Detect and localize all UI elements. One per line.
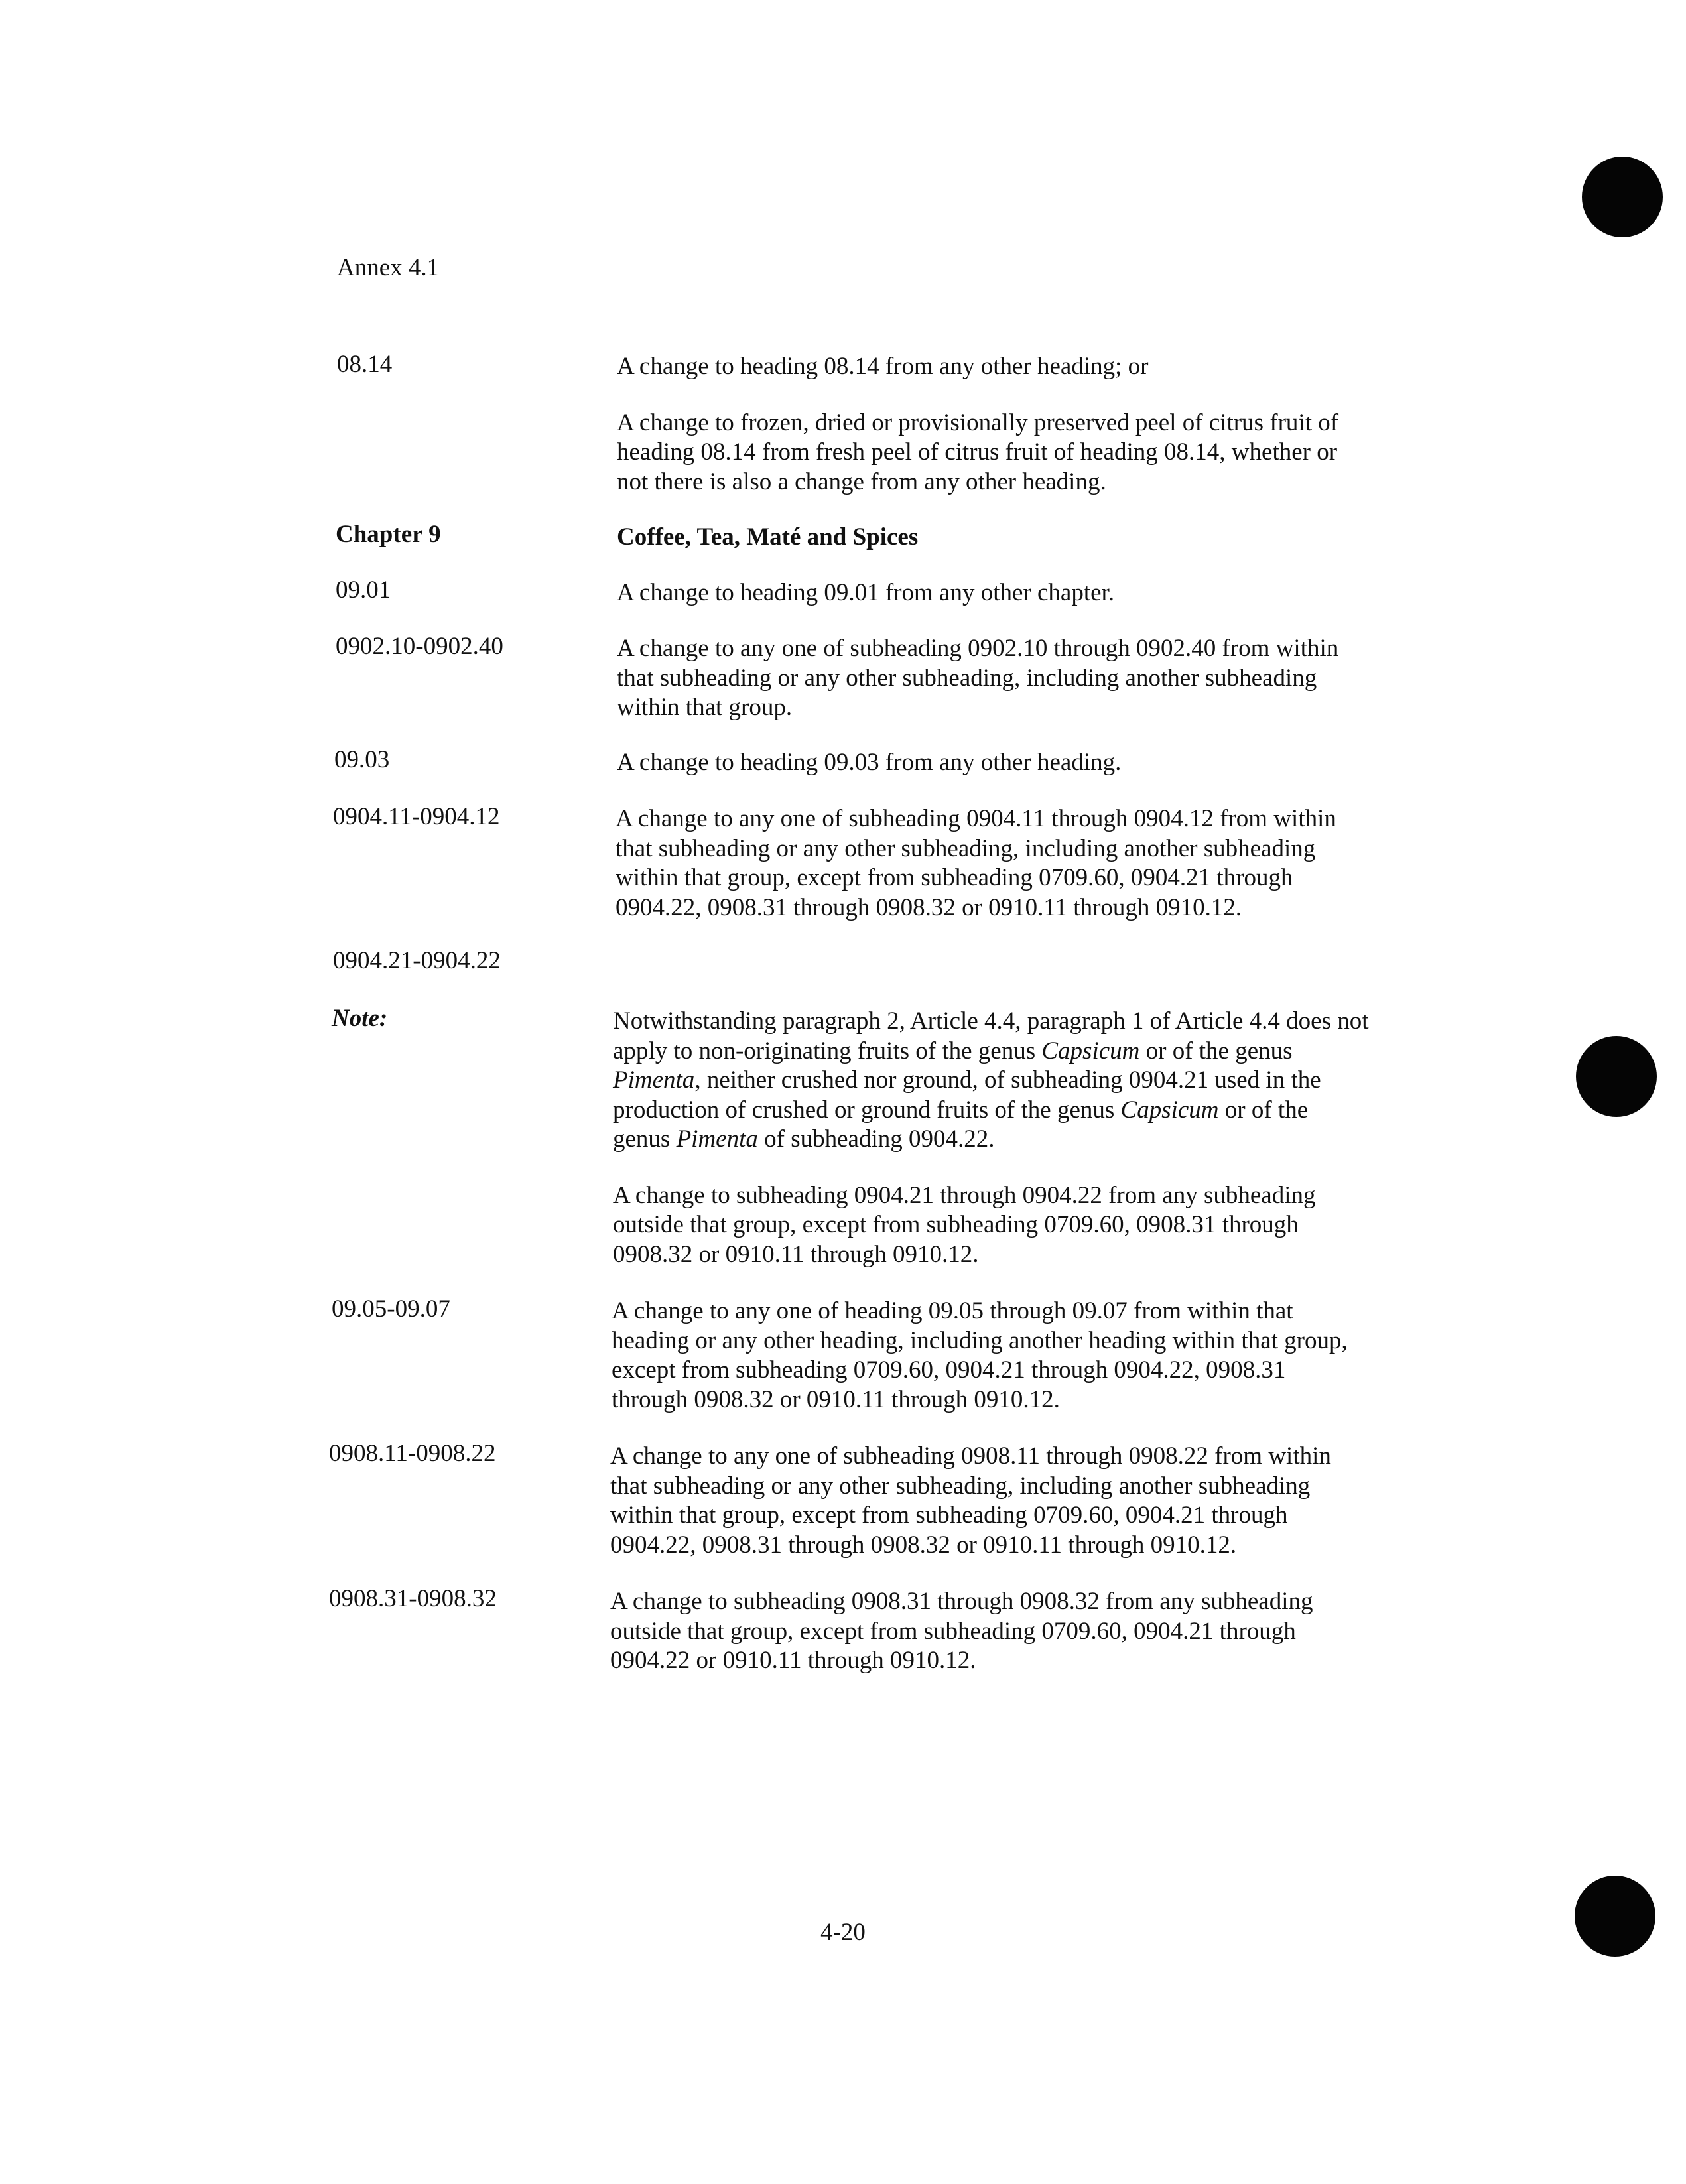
entry-code: 09.01 bbox=[336, 576, 391, 604]
rule-text: A change to any one of heading 09.05 through 09.07 from within that heading or any other heading, including another heading within that group, except from subheading 0709.60, 0904.21 through 0904.22, 0908.31 through 0908.32 or 0910.11 through 0910.12. bbox=[612, 1297, 1348, 1413]
rule-text: A change to heading 08.14 from any other heading; or bbox=[617, 353, 1149, 380]
rule-text: A change to any one of subheading 0902.10 through 0902.40 from within that subheading or any other subheading, including another subheading within that group. bbox=[617, 635, 1339, 721]
entry-rule bbox=[610, 1442, 1366, 1560]
entry-code: 0902.10-0902.40 bbox=[336, 633, 503, 660]
entry-code: 0908.11-0908.22 bbox=[329, 1440, 496, 1467]
entry-code: 0904.11-0904.12 bbox=[333, 803, 500, 830]
entry-code: 09.05-09.07 bbox=[332, 1295, 450, 1322]
entry-code: 0908.31-0908.32 bbox=[329, 1585, 497, 1612]
entry-rule bbox=[617, 578, 1373, 608]
note-text-part: of subheading 0904.22. bbox=[757, 1125, 995, 1153]
rule-text: A change to subheading 0908.31 through 0908.32 from any subheading outside that group, except from subheading 0709.60, 0904.21 through 0904.22 or 0910.11 through 0910.12. bbox=[610, 1588, 1313, 1674]
entry-rule bbox=[610, 1587, 1366, 1676]
entry-rule bbox=[612, 1297, 1368, 1415]
rule-text: A change to heading 09.01 from any other chapter. bbox=[617, 579, 1115, 606]
entry-rule bbox=[616, 804, 1372, 923]
chapter-label: Chapter 9 bbox=[336, 521, 441, 548]
note-text bbox=[613, 1007, 1369, 1155]
note-rule bbox=[613, 1007, 1369, 1269]
page-number: 4-20 bbox=[820, 1919, 866, 1946]
annex-header: Annex 4.1 bbox=[337, 254, 440, 281]
note-text-part: , neither crushed nor ground, of subheading 0904.21 used in the production of crushed or ground fruits of the genus bbox=[613, 1066, 1321, 1124]
entry-code: 08.14 bbox=[337, 351, 393, 378]
rule-text: A change to subheading 0904.21 through 0904.22 from any subheading outside that group, except from subheading 0709.60, 0908.31 through 0908.32 or 0910.11 through 0910.12. bbox=[613, 1181, 1316, 1268]
rule-text: A change to any one of subheading 0908.11 through 0908.22 from within that subheading or any other subheading, including another subheading within that group, except from subheading 0709.60, 0904.21 through 0904.22, 0908.31 through 0908.32 or 0910.11 through 0910.12. bbox=[610, 1443, 1331, 1559]
chapter-title: Coffee, Tea, Maté and Spices bbox=[617, 523, 919, 550]
genus-name: Capsicum bbox=[1120, 1096, 1219, 1124]
entry-code: 09.03 bbox=[334, 746, 390, 773]
rule-text: A change to frozen, dried or provisionally preserved peel of citrus fruit of heading 08.14 from fresh peel of citrus fruit of heading 08.14, whether or not there is also a change from any other heading. bbox=[617, 409, 1339, 495]
genus-name: Pimenta bbox=[613, 1066, 695, 1094]
genus-name: Pimenta bbox=[676, 1125, 758, 1153]
genus-name: Capsicum bbox=[1041, 1037, 1140, 1064]
entry-code: 0904.21-0904.22 bbox=[333, 947, 501, 974]
note-text-part: Notwithstanding paragraph 2, Article 4.4, paragraph 1 of Article 4.4 does not apply to non-originating fruits of the genus bbox=[613, 1007, 1369, 1064]
punch-hole-middle bbox=[1576, 1036, 1657, 1117]
entry-rule bbox=[617, 748, 1373, 778]
rule-text: A change to heading 09.03 from any other heading. bbox=[617, 749, 1122, 776]
entry-rule bbox=[617, 634, 1373, 723]
entry-rule bbox=[617, 352, 1373, 497]
punch-hole-top bbox=[1582, 157, 1663, 237]
note-text-part: or of the genus bbox=[613, 1096, 1309, 1153]
note-label: Note: bbox=[332, 1005, 388, 1032]
note-text-part: or of the genus bbox=[1139, 1037, 1293, 1064]
rule-text: A change to any one of subheading 0904.11 through 0904.12 from within that subheading or any other subheading, including another subheading within that group, except from subheading 0709.60, 0904.21 through 0904.22, 0908.31 through 0908.32 or 0910.11 through 0910.12. bbox=[616, 805, 1336, 921]
